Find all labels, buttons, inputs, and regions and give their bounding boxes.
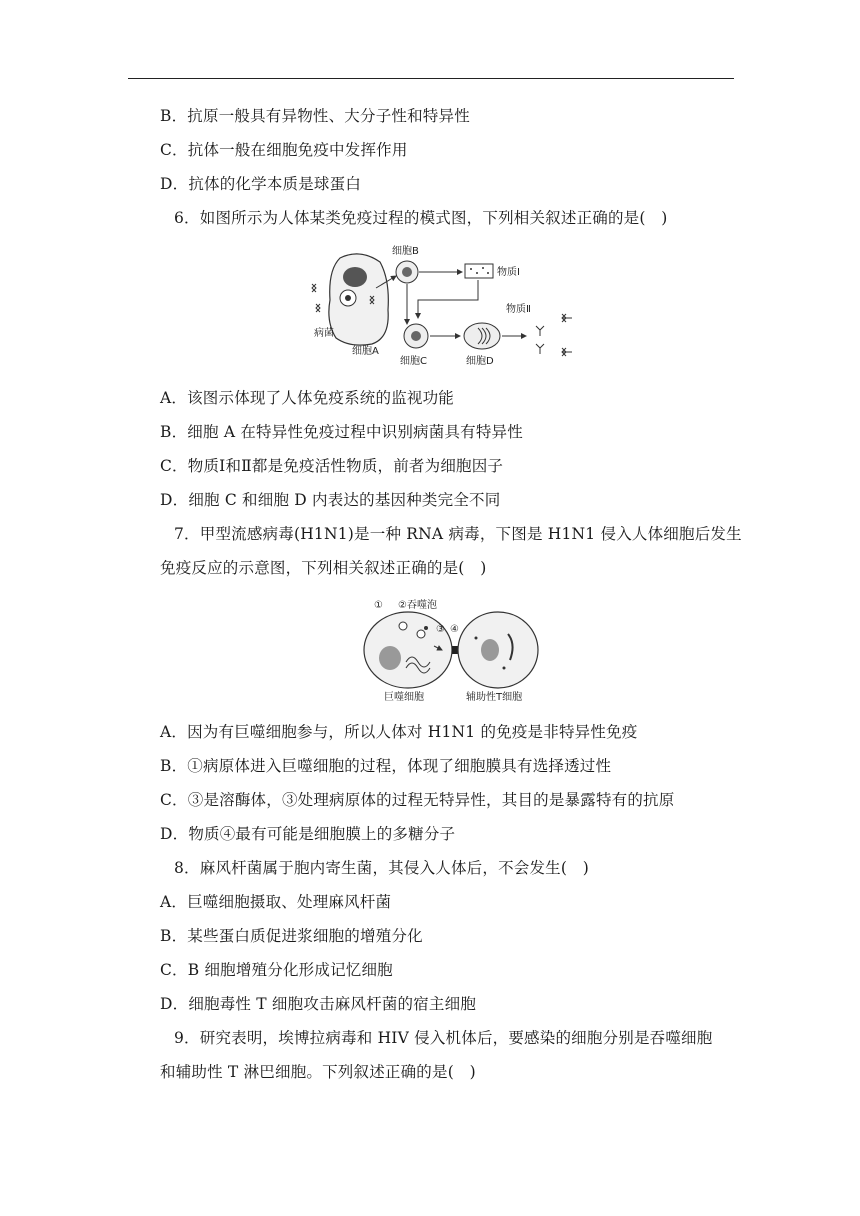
- q6-label-cell-a: 细胞A: [352, 346, 379, 357]
- q7-stem-line1: 7．甲型流感病毒(H1N1)是一种 RNA 病毒，下图是 H1N1 侵入人体细胞后发生: [174, 525, 742, 543]
- q9-stem-line1: 9．研究表明，埃博拉病毒和 HIV 侵入机体后，要感染的细胞分别是吞噬细胞: [174, 1029, 713, 1047]
- q5-option-d: D．抗体的化学本质是球蛋白: [160, 175, 362, 193]
- q8-option-a: A．巨噬细胞摄取、处理麻风杆菌: [160, 893, 392, 911]
- q8-stem: 8．麻风杆菌属于胞内寄生菌，其侵入人体后，不会发生( ): [174, 859, 590, 877]
- q7-label-mark-3: ③: [436, 624, 445, 635]
- q7-option-a: A．因为有巨噬细胞参与，所以人体对 H1N1 的免疫是非特异性免疫: [160, 723, 638, 741]
- header-rule: [128, 78, 734, 79]
- q7-label-mark-2: ②吞噬泡: [398, 600, 437, 611]
- q6-label-substance-2: 物质Ⅱ: [506, 304, 531, 315]
- q6-label-bacteria: 病菌: [314, 328, 334, 339]
- q7-label-macrophage: 巨噬细胞: [384, 692, 424, 703]
- q7-label-mark-4: ④: [450, 624, 459, 635]
- q7-immune-diagram: [358, 594, 548, 708]
- q6-option-a: A．该图示体现了人体免疫系统的监视功能: [160, 389, 454, 407]
- q6-label-cell-d: 细胞D: [466, 356, 494, 367]
- q7-option-d: D．物质④最有可能是细胞膜上的多糖分子: [160, 825, 456, 843]
- q7-label-helper-t: 辅助性T细胞: [466, 692, 523, 703]
- q6-stem: 6．如图所示为人体某类免疫过程的模式图，下列相关叙述正确的是( ): [174, 209, 668, 227]
- q6-option-b: B．细胞 A 在特异性免疫过程中识别病菌具有特异性: [160, 423, 523, 441]
- q8-option-c: C．B 细胞增殖分化形成记忆细胞: [160, 961, 393, 979]
- q9-stem-line2: 和辅助性 T 淋巴细胞。下列叙述正确的是( ): [160, 1063, 476, 1081]
- q6-immune-diagram: [300, 240, 585, 370]
- q6-option-c: C．物质Ⅰ和Ⅱ都是免疫活性物质，前者为细胞因子: [160, 457, 504, 475]
- q8-option-d: D．细胞毒性 T 细胞攻击麻风杆菌的宿主细胞: [160, 995, 477, 1013]
- q7-stem-line2: 免疫反应的示意图，下列相关叙述正确的是( ): [160, 559, 487, 577]
- q7-label-mark-1: ①: [374, 600, 383, 611]
- q7-option-b: B．①病原体进入巨噬细胞的过程，体现了细胞膜具有选择透过性: [160, 757, 612, 775]
- q7-option-c: C．③是溶酶体，③处理病原体的过程无特异性，其目的是暴露特有的抗原: [160, 791, 675, 809]
- q6-label-cell-b: 细胞B: [392, 246, 419, 257]
- q6-label-substance-1: 物质Ⅰ: [497, 267, 520, 278]
- q5-option-c: C．抗体一般在细胞免疫中发挥作用: [160, 141, 408, 159]
- q8-option-b: B．某些蛋白质促进浆细胞的增殖分化: [160, 927, 423, 945]
- q5-option-b: B．抗原一般具有异物性、大分子性和特异性: [160, 107, 470, 125]
- q6-label-cell-c: 细胞C: [400, 356, 427, 367]
- q6-option-d: D．细胞 C 和细胞 D 内表达的基因种类完全不同: [160, 491, 501, 509]
